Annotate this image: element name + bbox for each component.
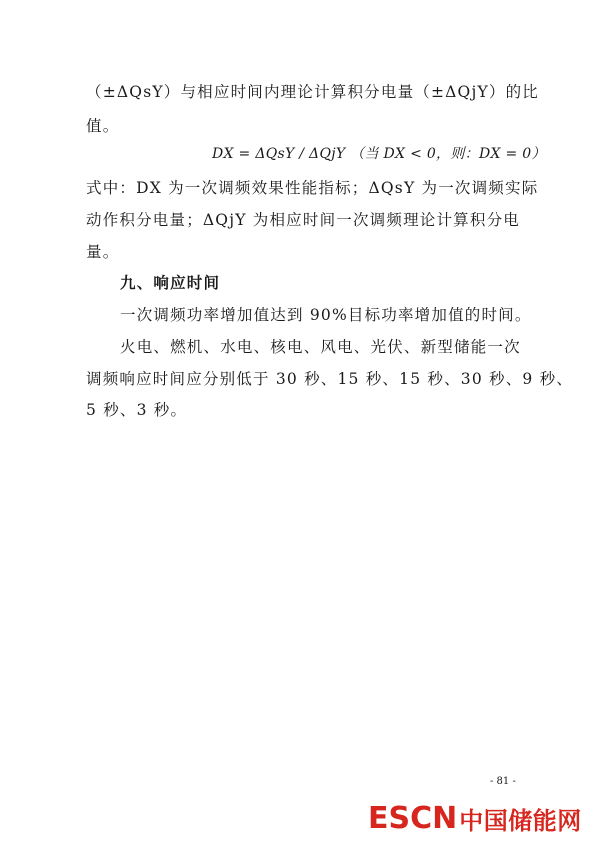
paragraph-line: 量。	[86, 243, 120, 261]
paragraph-line: 调频响应时间应分别低于 30 秒、15 秒、15 秒、30 秒、9 秒、	[86, 370, 574, 388]
paragraph-line: 火电、燃机、水电、核电、风电、光伏、新型储能一次	[120, 338, 521, 356]
logo-latin-text: ESCN	[368, 800, 458, 836]
logo-chinese-text: 中国储能网	[459, 806, 582, 835]
formula: DX = ΔQsY / ΔQjY （当 DX < 0，则：DX = 0）	[212, 146, 546, 162]
paragraph-line: 值。	[86, 117, 120, 135]
escn-watermark-logo	[368, 798, 593, 838]
paragraph-line: （±ΔQsY）与相应时间内理论计算积分电量（±ΔQjY）的比	[86, 83, 540, 101]
paragraph-line: 一次调频功率增加值达到 90%目标功率增加值的时间。	[120, 306, 532, 324]
paragraph-line: 5 秒、3 秒。	[86, 401, 188, 419]
paragraph-line: 动作积分电量；ΔQjY 为相应时间一次调频理论计算积分电	[86, 211, 520, 229]
page-number: - 81 -	[490, 776, 516, 787]
paragraph-line: 式中：DX 为一次调频效果性能指标；ΔQsY 为一次调频实际	[86, 179, 539, 197]
section-heading: 九、响应时间	[120, 274, 221, 292]
